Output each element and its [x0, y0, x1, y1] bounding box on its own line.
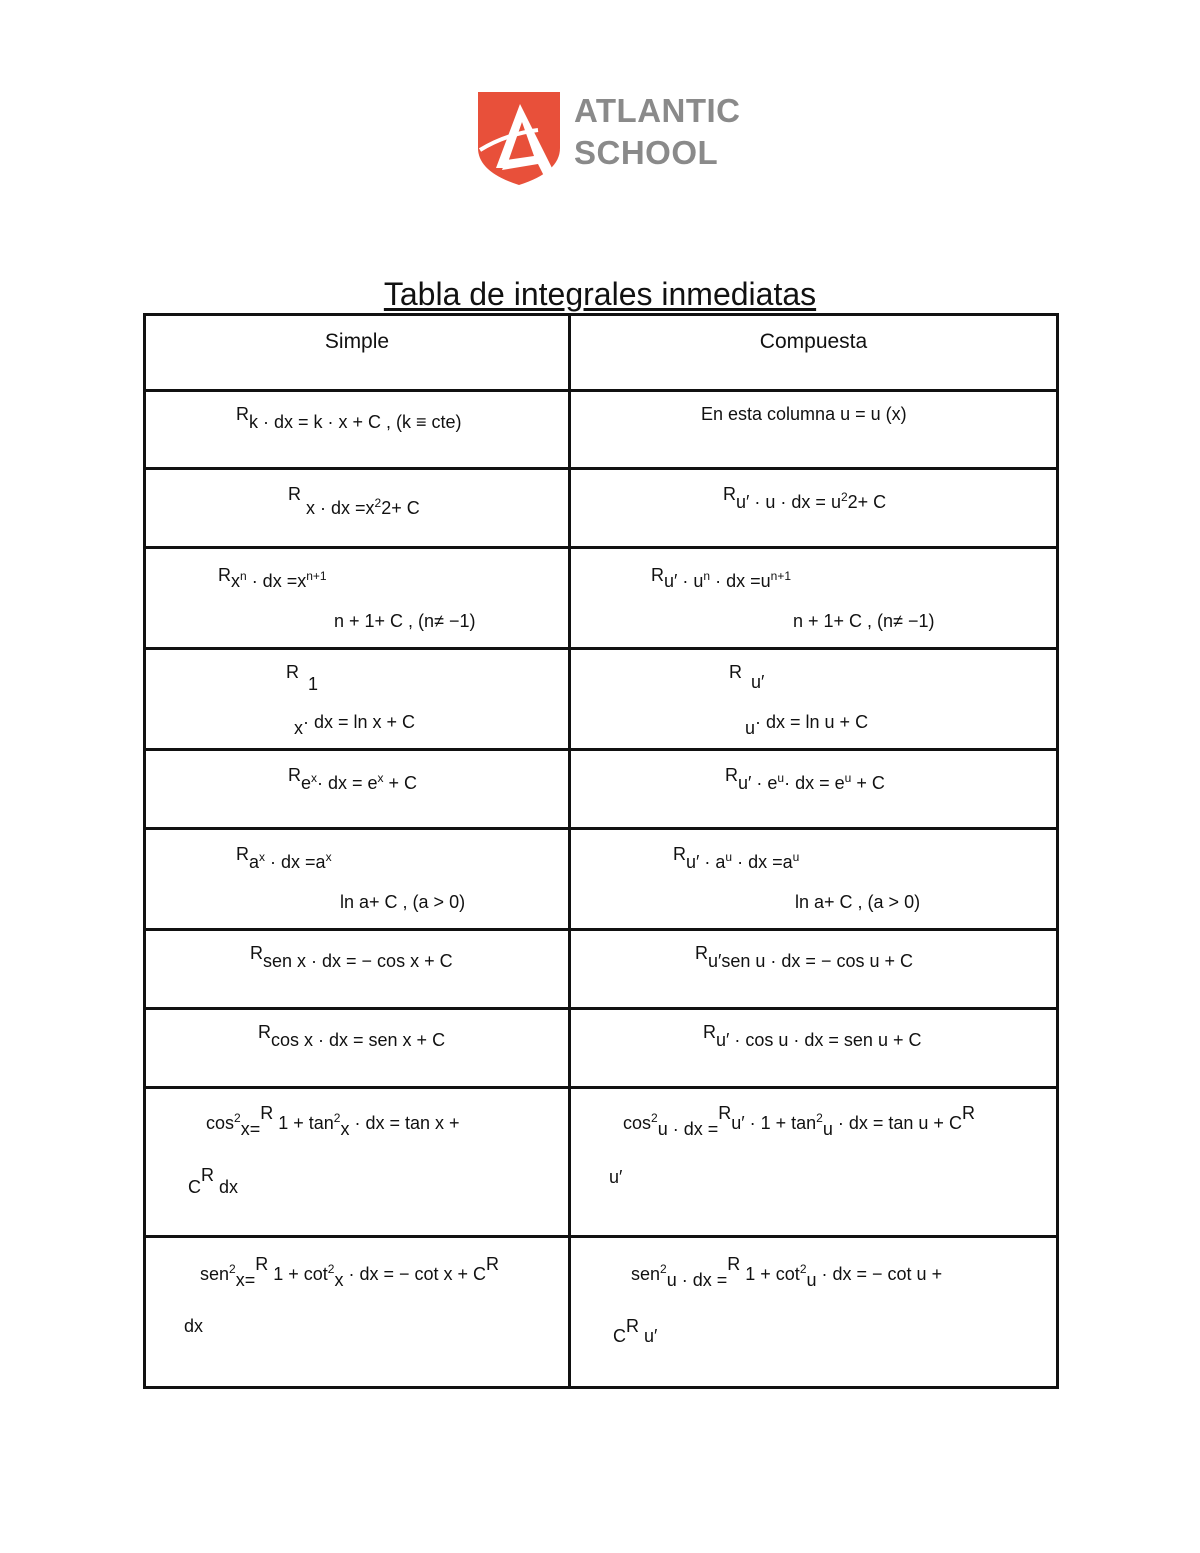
cell-simple [145, 829, 570, 930]
cell-compuesta [570, 469, 1058, 548]
column-note: En esta columna u = u (x) [701, 404, 907, 424]
atlantic-school-shield-icon [476, 90, 562, 186]
table-row [145, 391, 1058, 469]
formula-exp-u: $Ru' \cdot e^u\cdot$ dx = $e^u + C$ [725, 765, 885, 793]
table-row [145, 548, 1058, 649]
table-row [145, 750, 1058, 829]
formula-csc2: sen$^2$x=R $1 + \cot^2x$ · dx = − cot x + CR [200, 1254, 500, 1290]
formula-au: $Ru' \cdot a^u$ · dx $=a^u$ [673, 844, 800, 872]
cell-simple [145, 750, 570, 829]
formula-power-u: $Ru' \cdot u^n$ · dx $=u^{n+1}$ [651, 565, 791, 591]
header-simple: Simple [145, 315, 570, 391]
cell-compuesta [570, 548, 1058, 649]
formula-power-denominator: n + 1+ C , (n≠ −1) [334, 611, 476, 631]
cell-simple [145, 469, 570, 548]
formula-cos: Rcos x · dx = sen x + C [258, 1022, 446, 1050]
formula-x: R x · dx $=x^22+ C$ [288, 484, 420, 518]
cell-compuesta [570, 391, 1058, 469]
table-row [145, 649, 1058, 750]
cell-compuesta [570, 750, 1058, 829]
formula-csc2-u: sen$^2$u · dx =R $1 + \cot^2u$ · dx = − cot u + [631, 1254, 943, 1290]
formula-log-num: u′ [751, 672, 765, 692]
table-header-row [145, 315, 1058, 391]
formula-ax-den: ln a+ C , (a > 0) [340, 892, 466, 912]
formula-csc2-u-cont: CR u′ [613, 1316, 658, 1346]
formula-inverse-r: R [286, 662, 299, 682]
table-row [145, 930, 1058, 1009]
formula-cos-u: Ru′ · cos u · dx = sen u + C [703, 1022, 922, 1050]
formula-sec2-u: $\cos^2u$ · dx $=Ru' \cdot 1 + \tan^2u$ · dx = tan u + CR [623, 1103, 975, 1139]
formula-sec2: $\cos^2x=R$ $1 + \tan^2x$ · dx = tan x + [206, 1103, 460, 1139]
atlantic-school-logo [476, 90, 741, 190]
cell-compuesta [570, 829, 1058, 930]
integrals-table [143, 313, 1059, 1389]
table-row [145, 1009, 1058, 1088]
formula-sec2-u-cont: u′ [609, 1167, 623, 1187]
formula-power: $Rx^n$ · dx $=x^{n+1}$ [218, 565, 327, 591]
formula-constant: $R_{k \cdot dx = k \cdot x + C , (k \equiv cte)}$ [236, 404, 462, 432]
cell-simple [145, 1237, 570, 1388]
cell-simple [145, 1088, 570, 1237]
cell-simple [145, 1009, 570, 1088]
formula-sec2-cont: CR dx [188, 1165, 239, 1197]
table-row [145, 1088, 1058, 1237]
page-title: Tabla de integrales inmediatas [383, 276, 817, 312]
header-compuesta: Compuesta [570, 315, 1058, 391]
cell-compuesta [570, 1088, 1058, 1237]
logo-line-1: ATLANTIC [574, 92, 741, 129]
table-row [145, 469, 1058, 548]
cell-simple [145, 649, 570, 750]
formula-au-den: ln a+ C , (a > 0) [795, 892, 921, 912]
table-row [145, 1237, 1058, 1388]
formula-exp: $Re^x\cdot$ dx = $e^x + C$ [288, 765, 418, 793]
cell-compuesta [570, 1009, 1058, 1088]
cell-simple [145, 930, 570, 1009]
formula-log-den: u· dx = ln u + C [745, 712, 869, 738]
formula-sin: Rsen x · dx = − cos x + C [250, 943, 453, 971]
formula-csc2-cont: dx [184, 1316, 204, 1336]
cell-compuesta [570, 1237, 1058, 1388]
formula-u: Ru′ · u · dx = $u^22+ C$ [723, 484, 887, 512]
formula-log-r: R [729, 662, 742, 682]
cell-compuesta [570, 649, 1058, 750]
formula-ax: $Ra^x$ · dx $=a^x$ [236, 844, 332, 872]
logo-line-2: SCHOOL [574, 134, 719, 171]
cell-compuesta [570, 930, 1058, 1009]
cell-simple [145, 548, 570, 649]
formula-inverse-num: 1 [308, 674, 319, 694]
cell-simple [145, 391, 570, 469]
formula-power-u-denominator: n + 1+ C , (n≠ −1) [793, 611, 935, 631]
formula-sin-u: Ru′sen u · dx = − cos u + C [695, 943, 913, 971]
table-row [145, 829, 1058, 930]
logo-wordmark [574, 90, 741, 174]
formula-inverse-den: x· dx = ln x + C [294, 712, 416, 738]
